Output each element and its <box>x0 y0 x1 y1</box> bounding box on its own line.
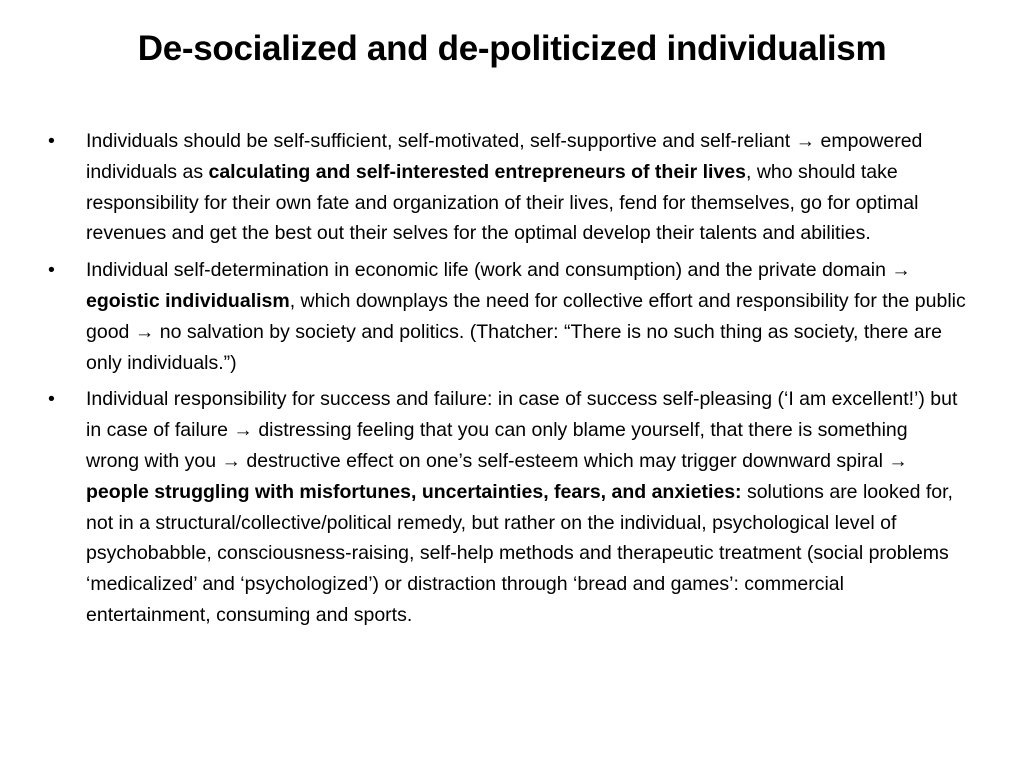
bullet-marker: • <box>48 130 55 152</box>
arrow-icon: → <box>221 449 241 472</box>
bullet-marker: • <box>48 388 55 411</box>
bold-text: egoistic individualism <box>86 289 290 312</box>
bullet-item <box>48 126 966 249</box>
bullet-text: , which downplays the need for collective effort and responsibility for the public good <box>86 289 966 343</box>
bullet-text: solutions are looked for, not in a structural/collective/political remedy, but rather on the individual, psychological level of psychobabble, consciousness-raising, self-help methods and therapeutic treatment (social problems ‘medicalized’ and ‘psychologized’) or distraction through ‘bread and games’: commercial entertainment, consuming and sports. <box>86 480 953 626</box>
bullet-text: no salvation by society and politics. (Thatcher: “There is no such thing as society, there are only individuals.”) <box>86 320 942 374</box>
bullet-list <box>48 126 966 637</box>
bold-text: calculating and self-interested entrepreneurs of their lives <box>208 160 746 183</box>
bullet-text: , who should take responsibility for their own fate and organization of their lives, fend for themselves, go for optimal revenues and get the best out their selves for the optimal develop their talents and abilities. <box>86 160 919 245</box>
bullet-text: Individuals should be self-sufficient, self-motivated, self-supportive and self-reliant <box>86 130 796 152</box>
bullet-text: empowered individuals as <box>86 130 923 183</box>
bullet-text: Individual responsibility for success and failure: in case of success self-pleasing (‘I am excellent!’) but in case of failure <box>86 388 958 442</box>
bullet-text: distressing feeling that you can only blame yourself, that there is something wrong with you <box>86 419 908 472</box>
bullet-item <box>48 384 966 630</box>
bullet-item <box>48 255 966 378</box>
arrow-icon: → <box>795 130 816 152</box>
slide-title: De-socialized and de-politicized individualism <box>137 29 887 68</box>
arrow-icon: → <box>134 320 155 343</box>
bullet-marker: • <box>48 259 55 282</box>
bullet-text: Individual self-determination in economic life (work and consumption) and the private domain <box>86 259 892 282</box>
bold-text: people struggling with misfortunes, uncertainties, fears, and anxieties: <box>86 480 742 503</box>
arrow-icon: → <box>891 259 911 282</box>
arrow-icon: → <box>888 449 908 472</box>
arrow-icon: → <box>233 419 253 442</box>
bullet-text: destructive effect on one’s self-esteem which may trigger downward spiral <box>240 449 889 472</box>
